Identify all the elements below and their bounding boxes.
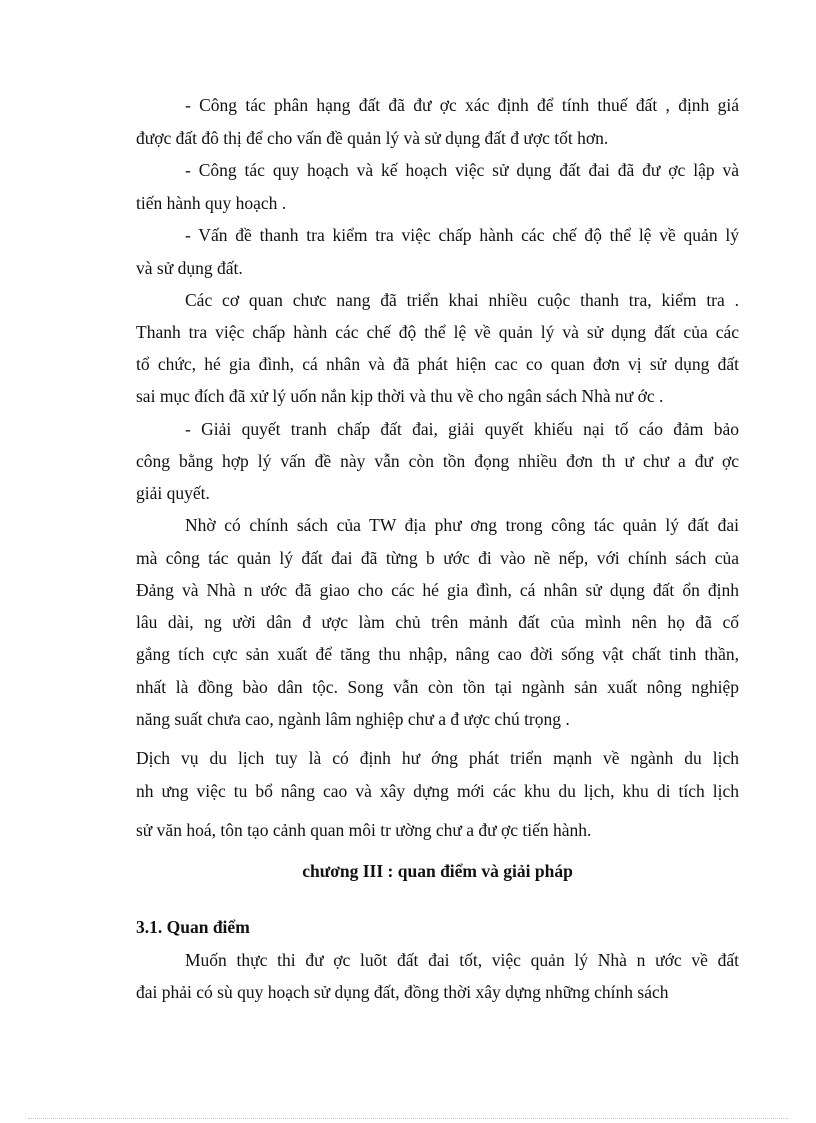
paragraph-line: - Công tác phân hạng đất đã đư ợc xác định để tính thuế đất , định giá xyxy=(185,95,739,115)
paragraph-line: Nhờ có chính sách của TW địa phư ơng trong công tác quản lý đất đai xyxy=(185,515,739,535)
chapter-heading: chương III : quan điểm và giải pháp xyxy=(302,861,573,881)
paragraph-line: - Vấn đề thanh tra kiểm tra việc chấp hành các chế độ thể lệ về quản lý xyxy=(185,225,739,245)
page-bottom-rule xyxy=(28,1118,788,1119)
paragraph-line: Đảng và Nhà n ước đã giao cho các hé gia đình, cá nhân sử dụng đất ổn định xyxy=(136,580,739,600)
paragraph-line: Muốn thực thi đư ợc luõt đất đai tốt, việc quản lý Nhà n ước về đất xyxy=(185,950,739,970)
section-heading: 3.1. Quan điểm xyxy=(136,917,250,937)
paragraph-line: gắng tích cực sản xuất để tăng thu nhập, nâng cao đời sống vật chất tinh thần, xyxy=(136,644,739,664)
paragraph-line: được đất đô thị để cho vấn đề quản lý và sử dụng đất đ ược tốt hơn. xyxy=(136,128,609,148)
paragraph-line: đai phải có sù quy hoạch sử dụng đất, đồng thời xây dựng những chính sách xyxy=(136,982,669,1002)
paragraph-line: năng suất chưa cao, ngành lâm nghiệp chư a đ ược chú trọng . xyxy=(136,709,570,729)
paragraph-line: tổ chức, hé gia đình, cá nhân và đã phát hiện cac co quan đơn vị sử dụng đất xyxy=(136,354,739,374)
paragraph-line: lâu dài, ng ười dân đ ược làm chủ trên mảnh đất của mình nên họ đã cố xyxy=(136,612,739,632)
paragraph-line: và sử dụng đất. xyxy=(136,258,243,278)
paragraph-line: sai mục đích đã xử lý uốn nắn kịp thời và thu về cho ngân sách Nhà nư ớc . xyxy=(136,386,664,406)
paragraph-line: nhất là đồng bào dân tộc. Song vẫn còn tồn tại ngành sản xuất nông nghiệp xyxy=(136,677,739,697)
paragraph-line: sử văn hoá, tôn tạo cảnh quan môi tr ường chư a đư ợc tiến hành. xyxy=(136,820,592,840)
paragraph-line: giải quyết. xyxy=(136,483,210,503)
paragraph-line: - Công tác quy hoạch và kế hoạch việc sử dụng đất đai đã đư ợc lập và xyxy=(185,160,739,180)
paragraph-line: Dịch vụ du lịch tuy là có định hư ớng phát triển mạnh về ngành du lịch xyxy=(136,748,739,768)
paragraph-line: Các cơ quan chưc nang đã triển khai nhiều cuộc thanh tra, kiểm tra . xyxy=(185,290,739,310)
paragraph-line: công bằng hợp lý vấn đề này vẫn còn tồn đọng nhiều đơn th ư chư a đư ợc xyxy=(136,451,739,471)
paragraph-line: - Giải quyết tranh chấp đất đai, giải quyết khiếu nại tố cáo đảm bảo xyxy=(185,419,739,439)
paragraph-line: tiến hành quy hoạch . xyxy=(136,193,287,213)
paragraph-line: Thanh tra việc chấp hành các chế độ thể lệ về quản lý và sử dụng đất của các xyxy=(136,322,739,342)
paragraph-line: nh ưng việc tu bổ nâng cao và xây dựng mới các khu du lịch, khu di tích lịch xyxy=(136,781,739,801)
paragraph-line: mà công tác quản lý đất đai đã từng b ước đi vào nề nếp, với chính sách của xyxy=(136,548,739,568)
